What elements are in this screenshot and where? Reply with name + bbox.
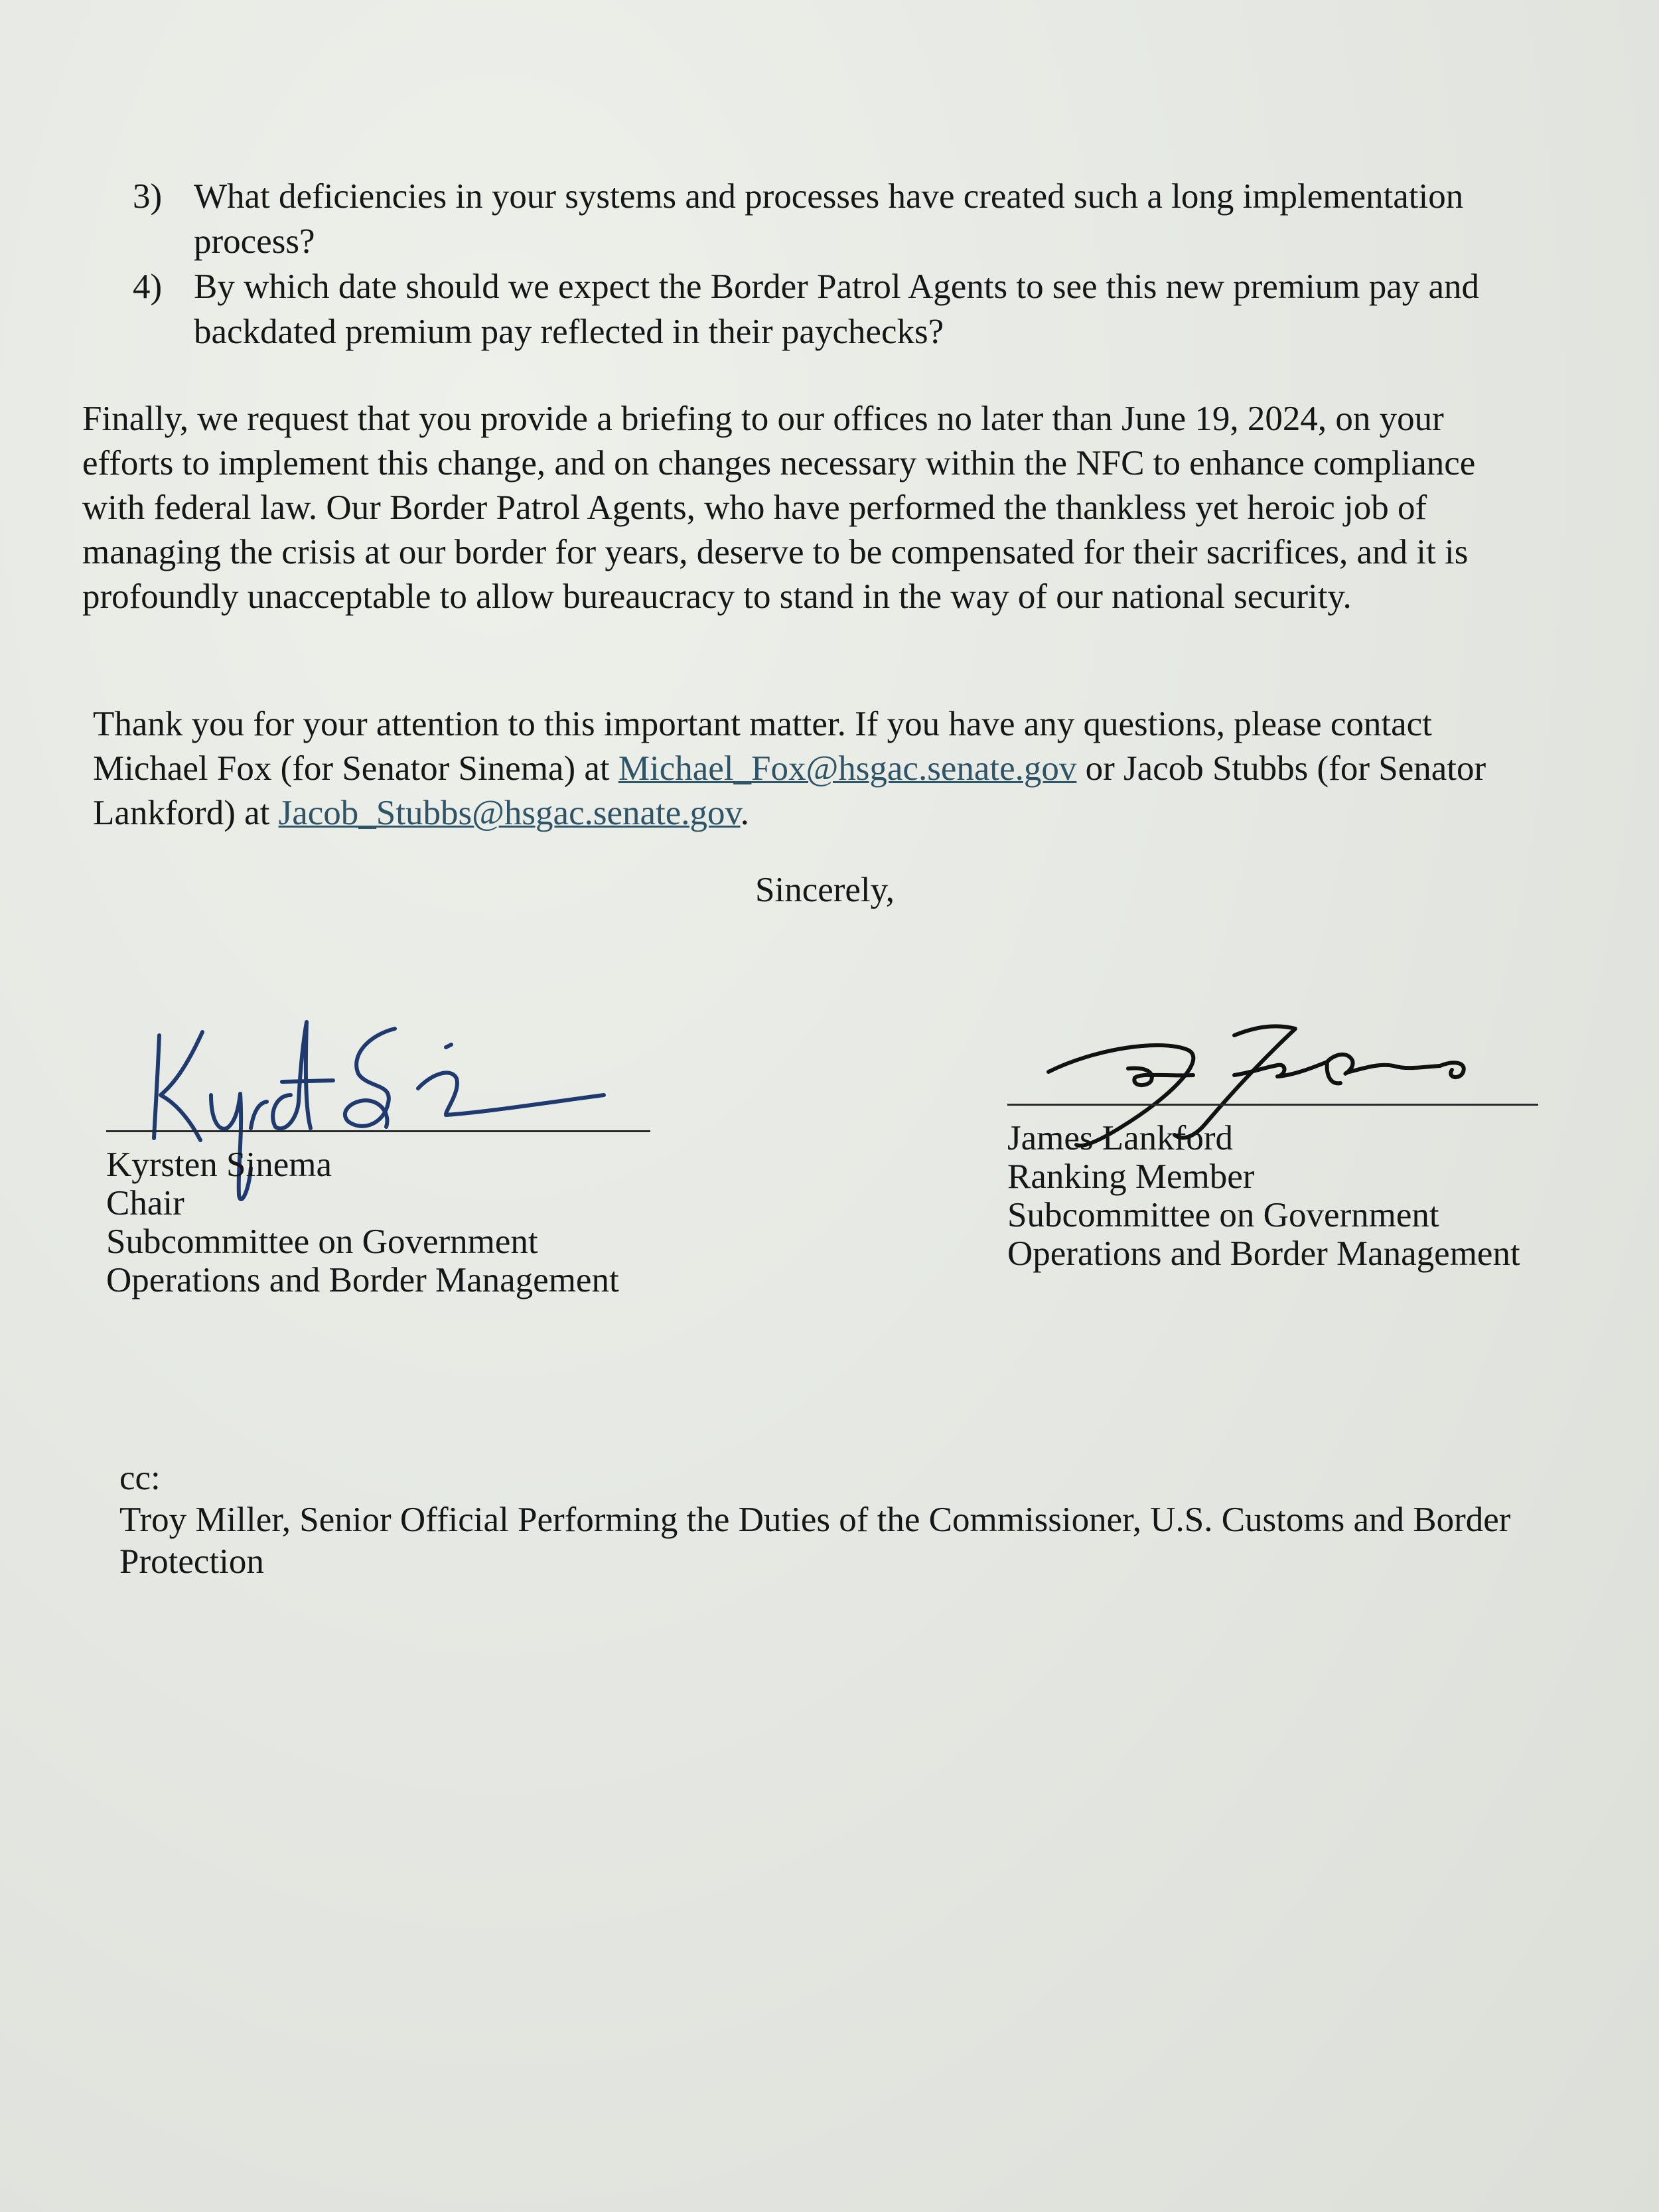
contact-text-part1: Thank you for your attention to this important matter. If you have any questions, please contact Michael Fox (for Senator Sinema) at bbox=[93, 705, 1432, 788]
briefing-paragraph: Finally, we request that you provide a briefing to our offices no later than June 19, 2024, on your efforts to implement this change, and on changes necessary within the NFC to enhance compliance with federal law. Our Border Patrol Agents, who have performed the thankless yet heroic job of managing the crisis at our border for years, deserve to be compensated for their sacrifices, and it is profoundly unacceptable to allow bureaucracy to stand in the way of our national security. bbox=[82, 400, 1476, 616]
closing: Sincerely, bbox=[755, 871, 895, 909]
signatory-sinema bbox=[106, 1130, 650, 1299]
list-item-text: What deficiencies in your systems and processes have created such a long implementation process? bbox=[194, 177, 1464, 261]
signatory-committee-line1: Subcommittee on Government bbox=[106, 1222, 538, 1261]
signatory-committee-line2: Operations and Border Management bbox=[1007, 1234, 1520, 1273]
cc-label: cc: bbox=[119, 1459, 161, 1497]
signatory-lankford bbox=[1007, 1104, 1538, 1273]
email-link-michael-fox[interactable]: Michael_Fox@hsgac.senate.gov bbox=[618, 749, 1077, 788]
contact-paragraph bbox=[93, 702, 1540, 836]
email-link-jacob-stubbs[interactable]: Jacob_Stubbs@hsgac.senate.gov bbox=[278, 794, 741, 832]
question-list bbox=[133, 174, 1513, 354]
contact-text-part3: . bbox=[740, 794, 749, 832]
list-item bbox=[133, 264, 1513, 354]
signatory-committee-line1: Subcommittee on Government bbox=[1007, 1196, 1439, 1234]
signatory-title: Chair bbox=[106, 1184, 184, 1222]
list-item-number: 3) bbox=[133, 177, 163, 216]
list-item-text: By which date should we expect the Border Patrol Agents to see this new premium pay and backdated premium pay reflected in their paychecks? bbox=[194, 267, 1480, 351]
signature-line bbox=[1007, 1104, 1538, 1106]
list-item-number: 4) bbox=[133, 267, 163, 306]
cc-block bbox=[119, 1457, 1513, 1583]
cc-text: Troy Miller, Senior Official Performing the Duties of the Commissioner, U.S. Customs and Border Protection bbox=[119, 1501, 1511, 1581]
signatory-name: James Lankford bbox=[1007, 1119, 1233, 1157]
contact-text-part2: or Jacob Stubbs (for Senator Lankford) at bbox=[93, 749, 1486, 832]
list-item bbox=[133, 174, 1513, 264]
signatory-committee-line2: Operations and Border Management bbox=[106, 1261, 619, 1299]
signatory-title: Ranking Member bbox=[1007, 1157, 1255, 1196]
signatory-name: Kyrsten Sinema bbox=[106, 1145, 332, 1184]
signature-line bbox=[106, 1130, 650, 1132]
